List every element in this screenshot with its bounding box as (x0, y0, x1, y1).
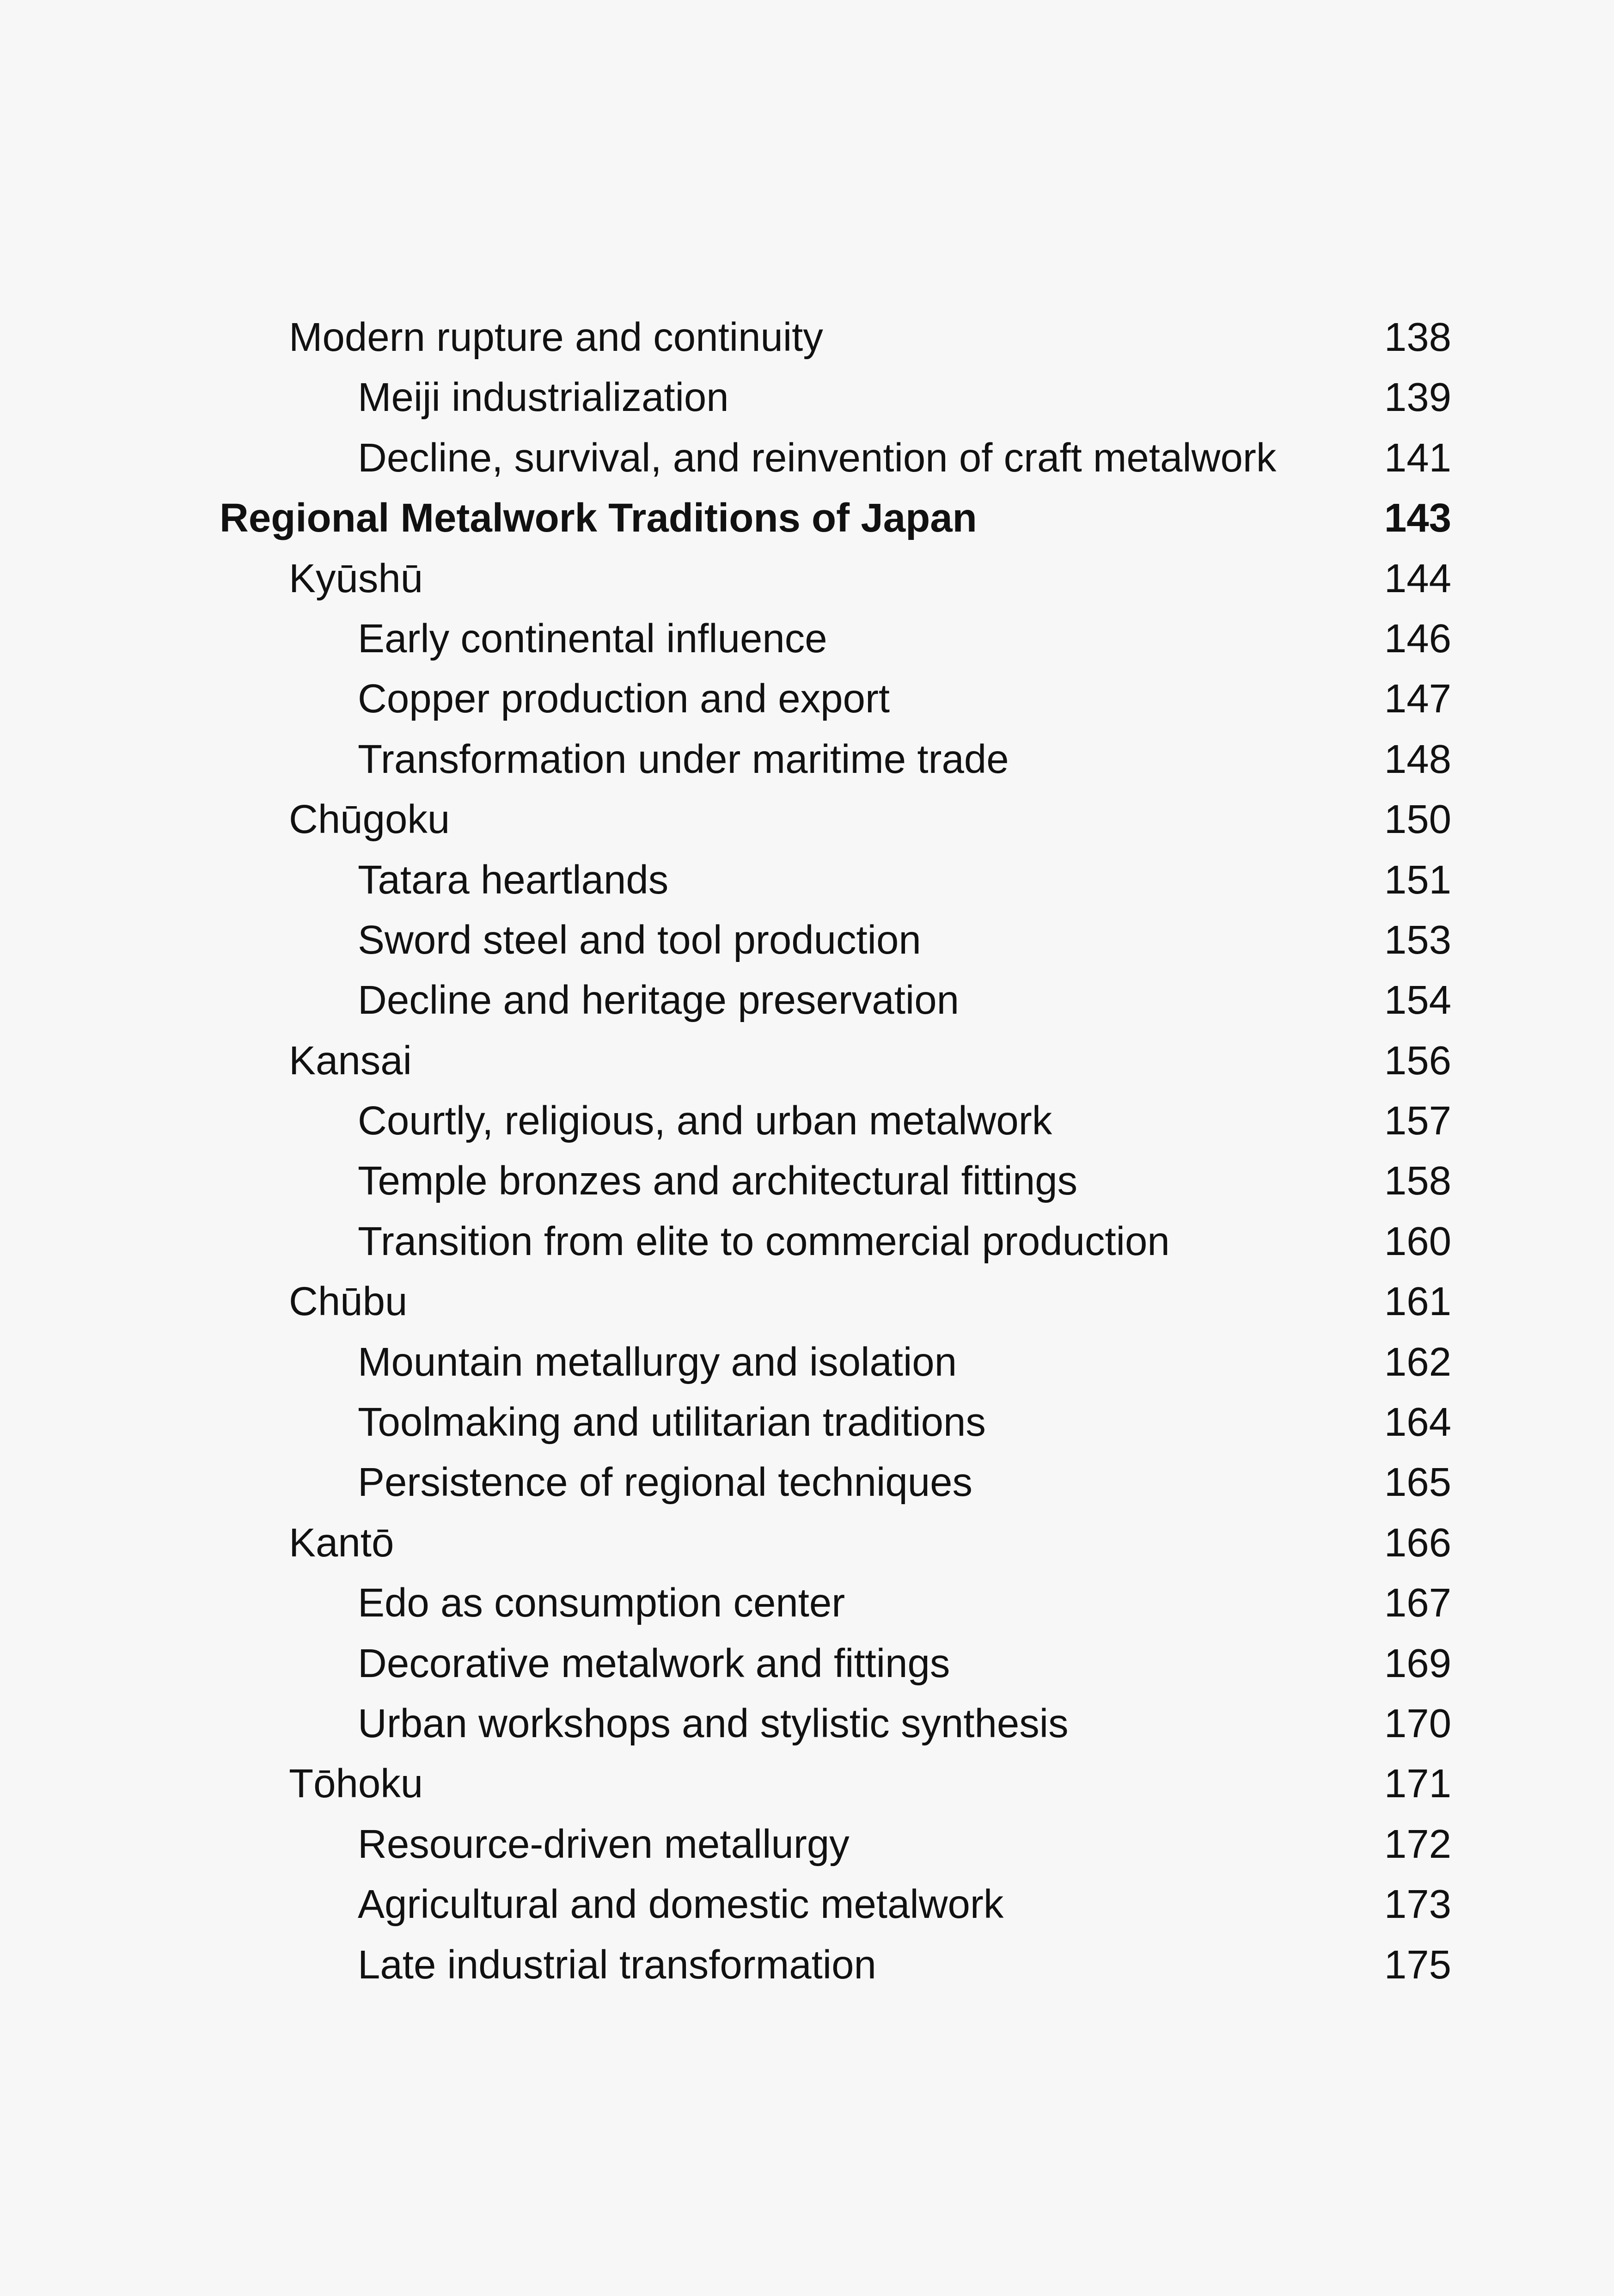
toc-entry-title: Modern rupture and continuity (289, 315, 823, 360)
toc-entry-title: Tōhoku (289, 1761, 423, 1806)
toc-section-entry (220, 1332, 1451, 1392)
toc-chapter-entry (220, 549, 1451, 609)
toc-section-entry (220, 850, 1451, 910)
toc-entry-title: Edo as consumption center (358, 1580, 845, 1626)
toc-entry-page-number: 147 (1384, 676, 1451, 722)
toc-part-heading (220, 488, 1451, 548)
toc-entry-page-number: 158 (1384, 1158, 1451, 1204)
toc-section-entry (220, 729, 1451, 790)
toc-entry-title: Decorative metalwork and fittings (358, 1641, 950, 1686)
toc-entry-title: Decline and heritage preservation (358, 978, 959, 1023)
toc-entry-title: Courtly, religious, and urban metalwork (358, 1098, 1052, 1144)
toc-section-entry (220, 1694, 1451, 1754)
toc-section-entry (220, 1874, 1451, 1935)
toc-entry-title: Agricultural and domestic metalwork (358, 1882, 1004, 1927)
toc-entry-page-number: 156 (1384, 1038, 1451, 1083)
toc-entry-page-number: 146 (1384, 616, 1451, 661)
toc-section-entry (220, 1573, 1451, 1633)
toc-chapter-entry (220, 1272, 1451, 1332)
toc-entry-title: Chūbu (289, 1279, 408, 1324)
toc-entry-page-number: 173 (1384, 1882, 1451, 1927)
toc-section-entry (220, 1935, 1451, 1995)
toc-section-entry (220, 609, 1451, 669)
toc-entry-page-number: 162 (1384, 1339, 1451, 1384)
toc-entry-title: Meiji industrialization (358, 375, 729, 420)
toc-section-entry (220, 669, 1451, 729)
toc-entry-title: Urban workshops and stylistic synthesis (358, 1701, 1069, 1746)
toc-section-entry (220, 910, 1451, 970)
toc-entry-page-number: 166 (1384, 1520, 1451, 1565)
toc-section-entry (220, 1212, 1451, 1272)
toc-entry-page-number: 172 (1384, 1821, 1451, 1867)
toc-entry-title: Persistence of regional techniques (358, 1460, 972, 1505)
toc-section-entry (220, 428, 1451, 488)
toc-entry-page-number: 164 (1384, 1400, 1451, 1445)
toc-entry-title: Mountain metallurgy and isolation (358, 1339, 957, 1384)
toc-entry-title: Toolmaking and utilitarian traditions (358, 1400, 986, 1445)
toc-entry-page-number: 138 (1384, 315, 1451, 360)
toc-entry-page-number: 150 (1384, 797, 1451, 842)
toc-entry-page-number: 167 (1384, 1580, 1451, 1626)
toc-entry-page-number: 139 (1384, 375, 1451, 420)
toc-entry-page-number: 141 (1384, 435, 1451, 480)
toc-entry-title: Tatara heartlands (358, 857, 669, 902)
toc-entry-page-number: 153 (1384, 917, 1451, 962)
toc-entry-page-number: 143 (1384, 496, 1451, 541)
toc-entry-title: Kantō (289, 1520, 394, 1565)
toc-section-entry (220, 970, 1451, 1030)
toc-entry-title: Kansai (289, 1038, 412, 1083)
toc-section-entry (220, 1392, 1451, 1452)
toc-chapter-entry (220, 1513, 1451, 1573)
toc-entry-page-number: 171 (1384, 1761, 1451, 1806)
toc-chapter-entry (220, 790, 1451, 850)
toc-entry-page-number: 170 (1384, 1701, 1451, 1746)
toc-entry-page-number: 151 (1384, 857, 1451, 902)
toc-entry-title: Temple bronzes and architectural fittings (358, 1158, 1078, 1204)
toc-entry-page-number: 165 (1384, 1460, 1451, 1505)
toc-entry-page-number: 154 (1384, 978, 1451, 1023)
toc-entry-title: Chūgoku (289, 797, 450, 842)
toc-section-entry (220, 1452, 1451, 1512)
toc-entry-title: Transformation under maritime trade (358, 736, 1009, 782)
toc-section-entry (220, 1151, 1451, 1211)
toc-section-entry (220, 1814, 1451, 1874)
toc-entry-page-number: 144 (1384, 556, 1451, 601)
toc-entry-page-number: 148 (1384, 736, 1451, 782)
toc-entry-title: Kyūshū (289, 556, 423, 601)
table-of-contents (220, 307, 1451, 1995)
toc-entry-title: Regional Metalwork Traditions of Japan (220, 496, 977, 541)
toc-entry-title: Early continental influence (358, 616, 827, 661)
toc-section-entry (220, 1634, 1451, 1694)
toc-entry-title: Transition from elite to commercial production (358, 1218, 1170, 1264)
toc-entry-page-number: 157 (1384, 1098, 1451, 1144)
toc-entry-title: Resource-driven metallurgy (358, 1821, 850, 1867)
toc-chapter-entry (220, 1031, 1451, 1091)
toc-section-entry (220, 367, 1451, 428)
toc-entry-page-number: 175 (1384, 1942, 1451, 1987)
toc-entry-page-number: 161 (1384, 1279, 1451, 1324)
toc-section-entry (220, 1091, 1451, 1151)
toc-entry-page-number: 160 (1384, 1218, 1451, 1264)
toc-entry-page-number: 169 (1384, 1641, 1451, 1686)
toc-entry-title: Sword steel and tool production (358, 917, 921, 962)
toc-chapter-entry (220, 1754, 1451, 1814)
toc-chapter-entry (220, 307, 1451, 367)
toc-entry-title: Late industrial transformation (358, 1942, 876, 1987)
toc-entry-title: Copper production and export (358, 676, 890, 722)
toc-entry-title: Decline, survival, and reinvention of craft metalwork (358, 435, 1277, 480)
